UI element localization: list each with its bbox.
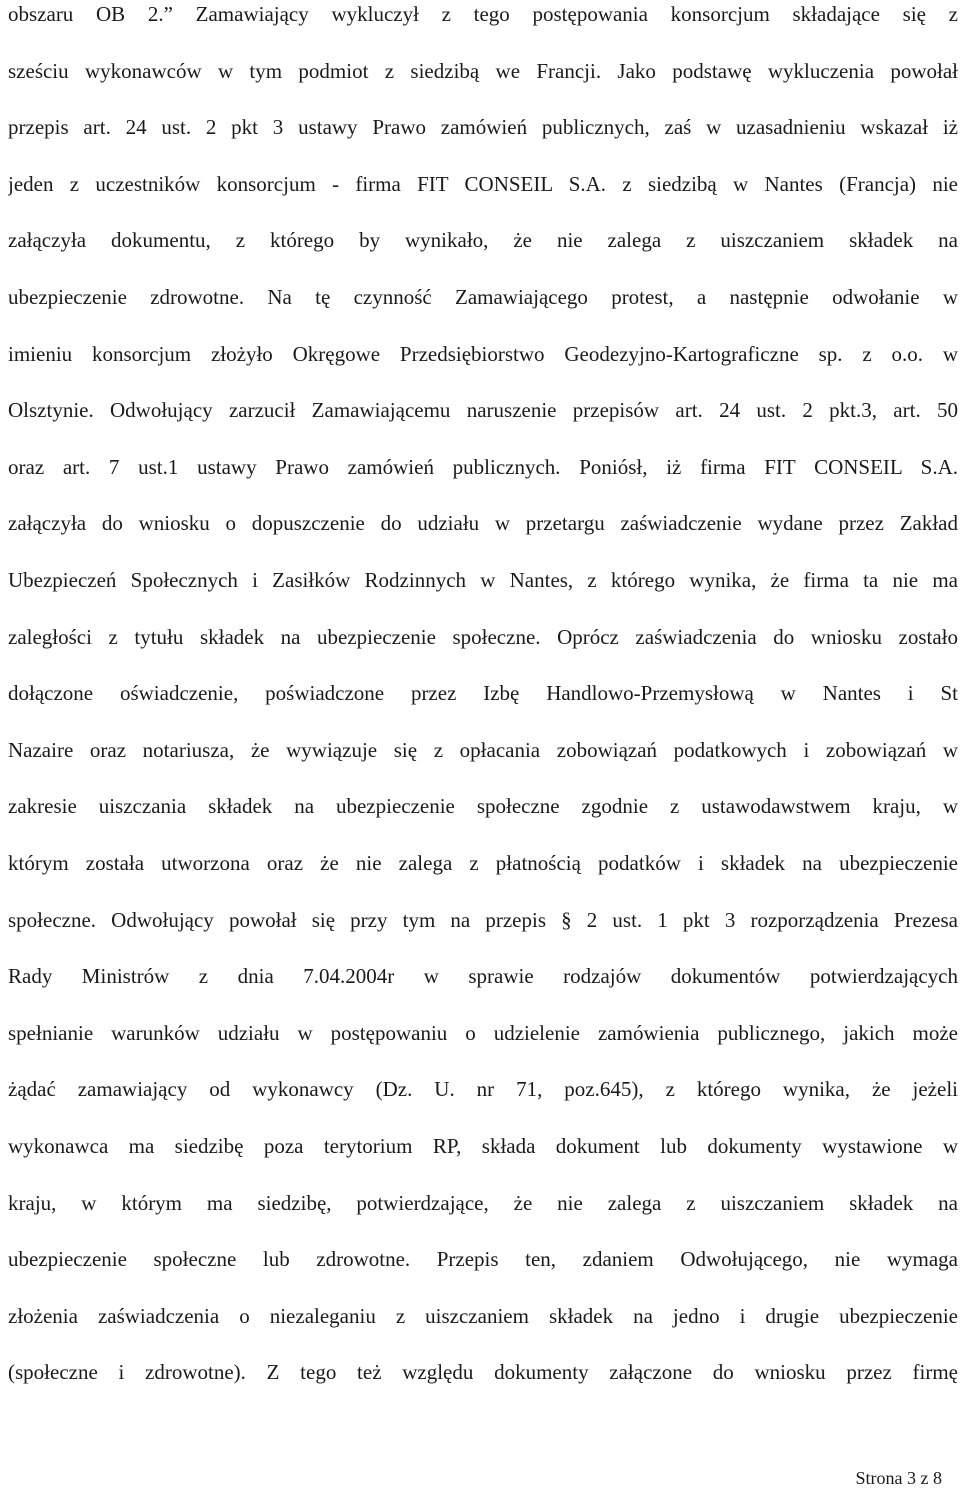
text-line: Olsztynie. Odwołujący zarzucił Zamawiającemu naruszenie przepisów art. 24 ust. 2 pkt.3, art. 50 [8, 398, 958, 423]
text-line: obszaru OB 2.” Zamawiający wykluczył z tego postępowania konsorcjum składające się z [8, 2, 958, 26]
text-line: ubezpieczenie zdrowotne. Na tę czynność Zamawiającego protest, a następnie odwołanie w [8, 285, 958, 309]
text-line: Ubezpieczeń Społecznych i Zasiłków Rodzinnych w Nantes, z którego wynika, że firma ta nie ma [8, 568, 958, 592]
text-line: imieniu konsorcjum złożyło Okręgowe Przedsiębiorstwo Geodezyjno-Kartograficzne sp. z o.o. w [8, 341, 958, 366]
text-line: (społeczne i zdrowotne). Z tego też względu dokumenty załączone do wniosku przez firmę [8, 1360, 958, 1385]
text-line: kraju, w którym ma siedzibę, potwierdzające, że nie zalega z uiszczaniem składek na [8, 1190, 958, 1215]
text-line: dołączone oświadczenie, poświadczone przez Izbę Handlowo-Przemysłową w Nantes i St [8, 681, 958, 706]
text-line: zakresie uiszczania składek na ubezpieczenie społeczne zgodnie z ustawodawstwem kraju, w [8, 794, 958, 819]
text-line: załączyła dokumentu, z którego by wynikało, że nie zalega z uiszczaniem składek na [8, 228, 958, 253]
text-line: zaległości z tytułu składek na ubezpieczenie społeczne. Oprócz zaświadczenia do wniosku zostało [8, 624, 958, 649]
text-line: Rady Ministrów z dnia 7.04.2004r w sprawie rodzajów dokumentów potwierdzających [8, 964, 958, 989]
text-line: oraz art. 7 ust.1 ustawy Prawo zamówień publicznych. Poniósł, iż firma FIT CONSEIL S.A. [8, 454, 958, 479]
text-line: spełnianie warunków udziału w postępowaniu o udzielenie zamówienia publicznego, jakich może [8, 1020, 958, 1045]
text-line: przepis art. 24 ust. 2 pkt 3 ustawy Prawo zamówień publicznych, zaś w uzasadnieniu wskazał iż [8, 115, 958, 140]
text-line: którym została utworzona oraz że nie zalega z płatnością podatków i składek na ubezpieczenie [8, 851, 958, 875]
page-number: Strona 3 z 8 [855, 1468, 942, 1488]
text-line: żądać zamawiający od wykonawcy (Dz. U. nr 71, poz.645), z którego wynika, że jeżeli [8, 1077, 958, 1102]
text-line: ubezpieczenie społeczne lub zdrowotne. Przepis ten, zdaniem Odwołującego, nie wymaga [8, 1247, 958, 1272]
text-line: złożenia zaświadczenia o niezaleganiu z uiszczaniem składek na jedno i drugie ubezpieczenie [8, 1303, 958, 1328]
text-line: wykonawca ma siedzibę poza terytorium RP, składa dokument lub dokumenty wystawione w [8, 1134, 958, 1158]
text-line: społeczne. Odwołujący powołał się przy tym na przepis § 2 ust. 1 pkt 3 rozporządzenia Prezesa [8, 907, 958, 932]
text-line: załączyła do wniosku o dopuszczenie do udziału w przetargu zaświadczenie wydane przez Zakład [8, 511, 958, 536]
text-line: jeden z uczestników konsorcjum - firma FIT CONSEIL S.A. z siedzibą w Nantes (Francja) nie [8, 171, 958, 196]
text-line: Nazaire oraz notariusza, że wywiązuje się z opłacania zobowiązań podatkowych i zobowiązań w [8, 737, 958, 762]
text-line: sześciu wykonawców w tym podmiot z siedzibą we Francji. Jako podstawę wykluczenia powołał [8, 58, 958, 83]
